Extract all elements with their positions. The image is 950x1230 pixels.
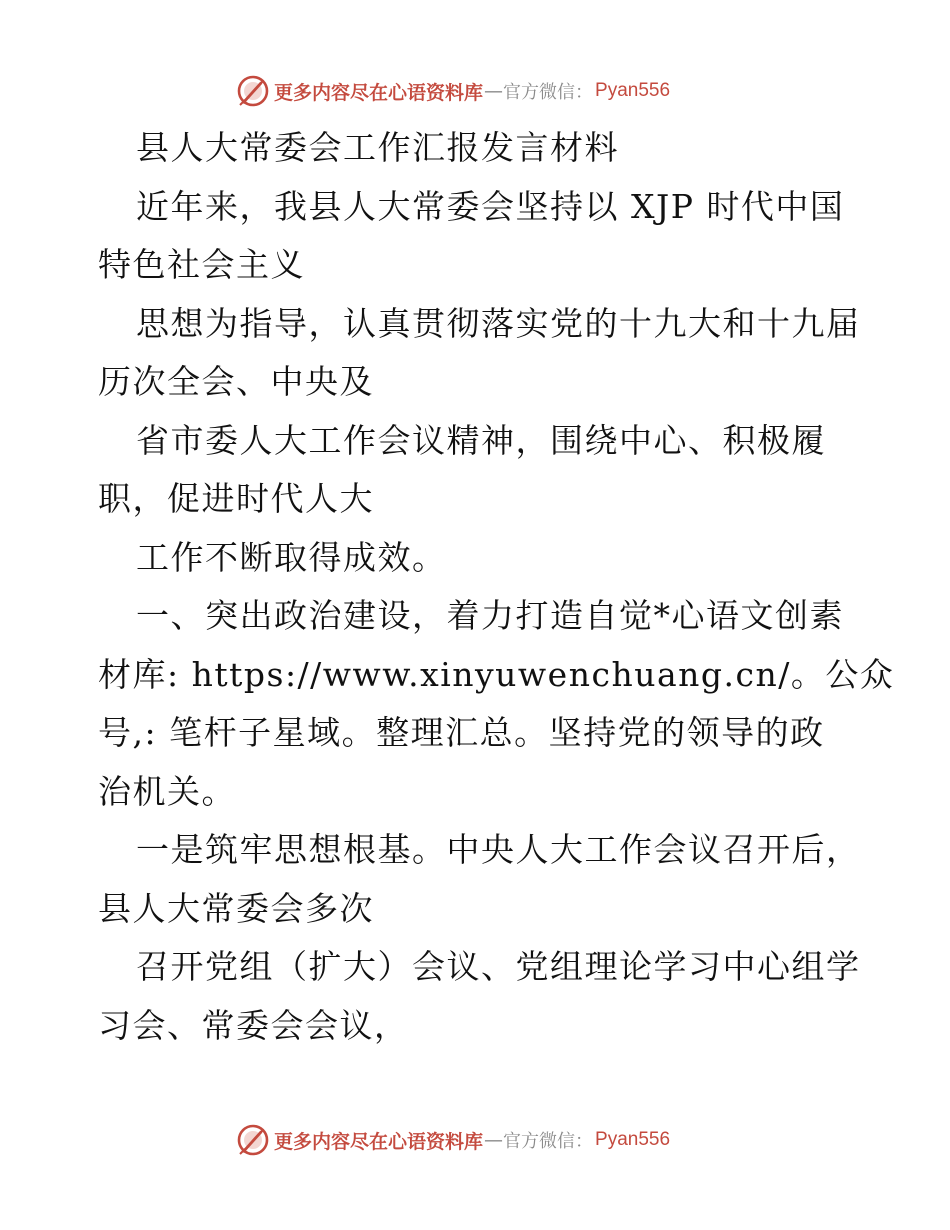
watermark-label: 官方微信： <box>503 1131 594 1152</box>
paragraph-line: 省市委人大工作会议精神，围绕中心、积极履 <box>136 421 826 460</box>
watermark-id: Pyan556 <box>595 1129 671 1150</box>
watermark-brand: 更多内容尽在心语资料库 <box>274 1130 484 1153</box>
paragraph-line: 思想为指导，认真贯彻落实党的十九大和十九届 <box>136 304 861 343</box>
paragraph-line: 治机关。 <box>98 772 236 811</box>
watermark-label: 官方微信： <box>503 82 594 103</box>
paragraph-line: 历次全会、中央及 <box>98 362 374 401</box>
paragraph-line: 一是筑牢思想根基。中央人大工作会议召开后， <box>136 830 861 869</box>
watermark-id: Pyan556 <box>595 80 671 101</box>
paragraph-line: 近年来，我县人大常委会坚持以 XJP 时代中国 <box>136 187 845 226</box>
section-heading: 一、突出政治建设，着力打造自觉*心语文创素 <box>136 596 844 635</box>
paragraph-line: 习会、常委会会议， <box>98 1006 409 1045</box>
document-title: 县人大常委会工作汇报发言材料 <box>136 128 619 167</box>
quill-pen-circle-icon <box>236 74 270 108</box>
footer-watermark <box>236 1123 670 1157</box>
paragraph-line: 召开党组（扩大）会议、党组理论学习中心组学 <box>136 947 861 986</box>
paragraph-line: 工作不断取得成效。 <box>136 538 447 577</box>
paragraph-line: 材库: https://www.xinyuwenchuang.cn/。公众 <box>98 655 895 694</box>
paragraph-line: 职，促进时代人大 <box>98 479 374 518</box>
paragraph-line: 县人大常委会多次 <box>98 889 374 928</box>
paragraph-line: 特色社会主义 <box>98 245 305 284</box>
watermark-dash: — <box>484 1129 504 1151</box>
watermark-dash: — <box>484 80 504 102</box>
paragraph-line: 号,: 笔杆子星域。整理汇总。坚持党的领导的政 <box>98 713 825 752</box>
header-watermark <box>236 74 670 108</box>
watermark-brand: 更多内容尽在心语资料库 <box>274 81 484 104</box>
quill-pen-circle-icon <box>236 1123 270 1157</box>
